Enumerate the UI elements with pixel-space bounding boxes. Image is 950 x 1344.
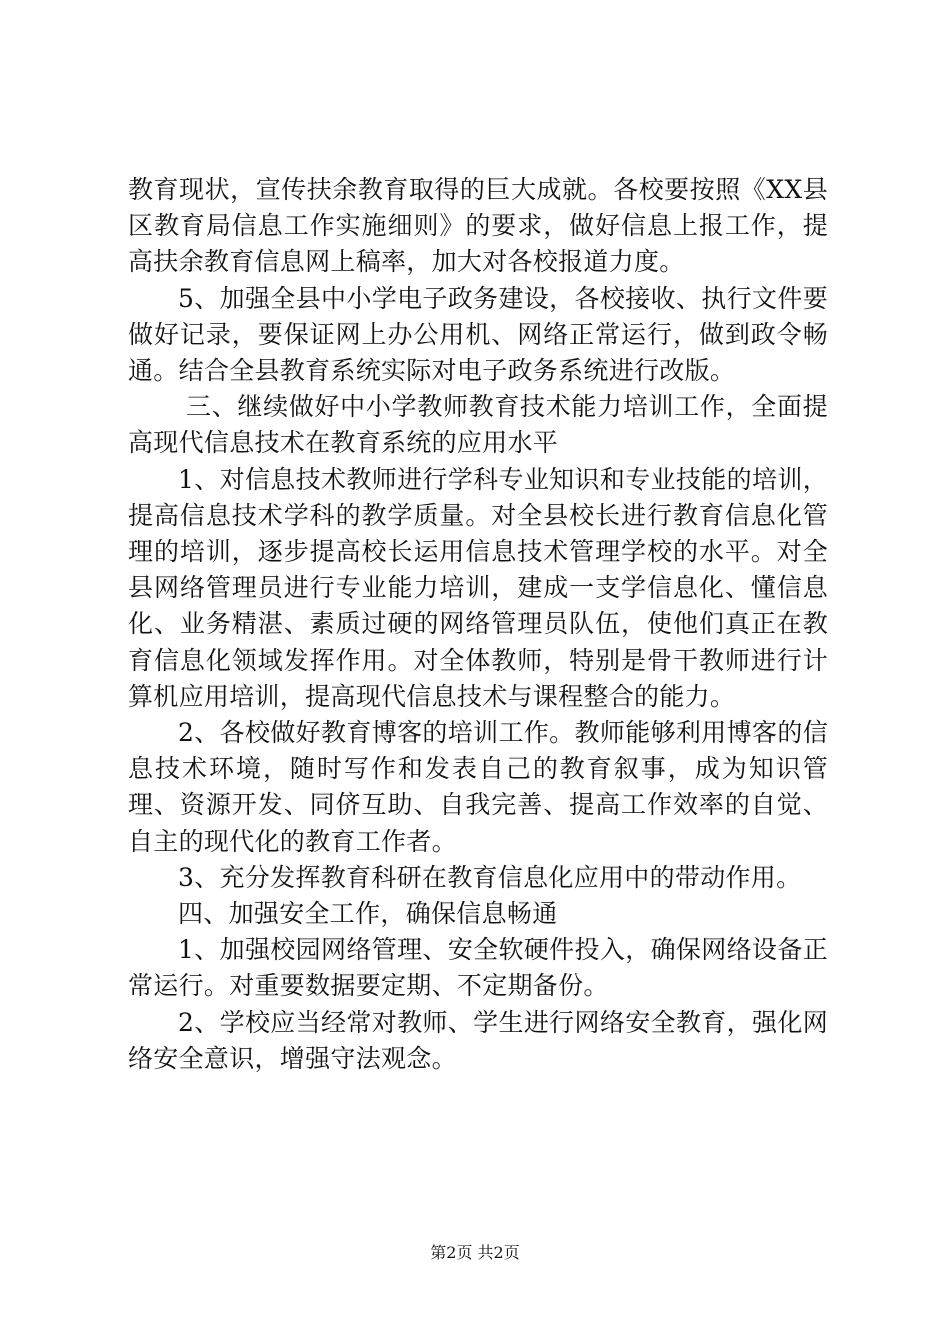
paragraph-item-2-blog: 2、各校做好教育博客的培训工作。教师能够利用博客的信息技术环境，随时写作和发表自己的教育叙事，成为知识管理、资源开发、同侪互助、自我完善、提高工作效率的自觉、自主的现代化的教育工作者。 [128, 718, 828, 856]
paragraph-item-1-training: 1、对信息技术教师进行学科专业知识和专业技能的培训，提高信息技术学科的教学质量。对全县校长进行教育信息化管理的培训，逐步提高校长运用信息技术管理学校的水平。对全县网络管理员进行专业能力培训，建成一支学信息化、懂信息化、业务精湛、素质过硬的网络管理员队伍，使他们真正在教育信息化领域发挥作用。对全体教师，特别是骨干教师进行计算机应用培训，提高现代信息技术与课程整合的能力。 [128, 464, 828, 711]
paragraph-item-2-safety: 2、学校应当经常对教师、学生进行网络安全教育，强化网络安全意识，增强守法观念。 [128, 1007, 828, 1073]
paragraph-item-1-network: 1、加强校园网络管理、安全软硬件投入，确保网络设备正常运行。对重要数据要定期、不定期备份。 [128, 935, 828, 1001]
document-body [128, 172, 828, 1077]
section-heading-4: 四、加强安全工作，确保信息畅通 [178, 899, 558, 929]
paragraph-continuation: 教育现状，宣传扶余教育取得的巨大成就。各校要按照《XX县区教育局信息工作实施细则》的要求，做好信息上报工作，提高扶余教育信息网上稿率，加大对各校报道力度。 [128, 175, 828, 277]
section-heading-3: 三、继续做好中小学教师教育技术能力培训工作，全面提高现代信息技术在教育系统的应用水平 [128, 392, 828, 458]
paragraph-item-5: 5、加强全县中小学电子政务建设，各校接收、执行文件要做好记录，要保证网上办公用机、网络正常运行，做到政令畅通。结合全县教育系统实际对电子政务系统进行改版。 [128, 283, 828, 386]
page-footer: 第2页 共2页 [430, 1243, 520, 1262]
paragraph-item-3-research: 3、充分发挥教育科研在教育信息化应用中的带动作用。 [178, 862, 802, 892]
